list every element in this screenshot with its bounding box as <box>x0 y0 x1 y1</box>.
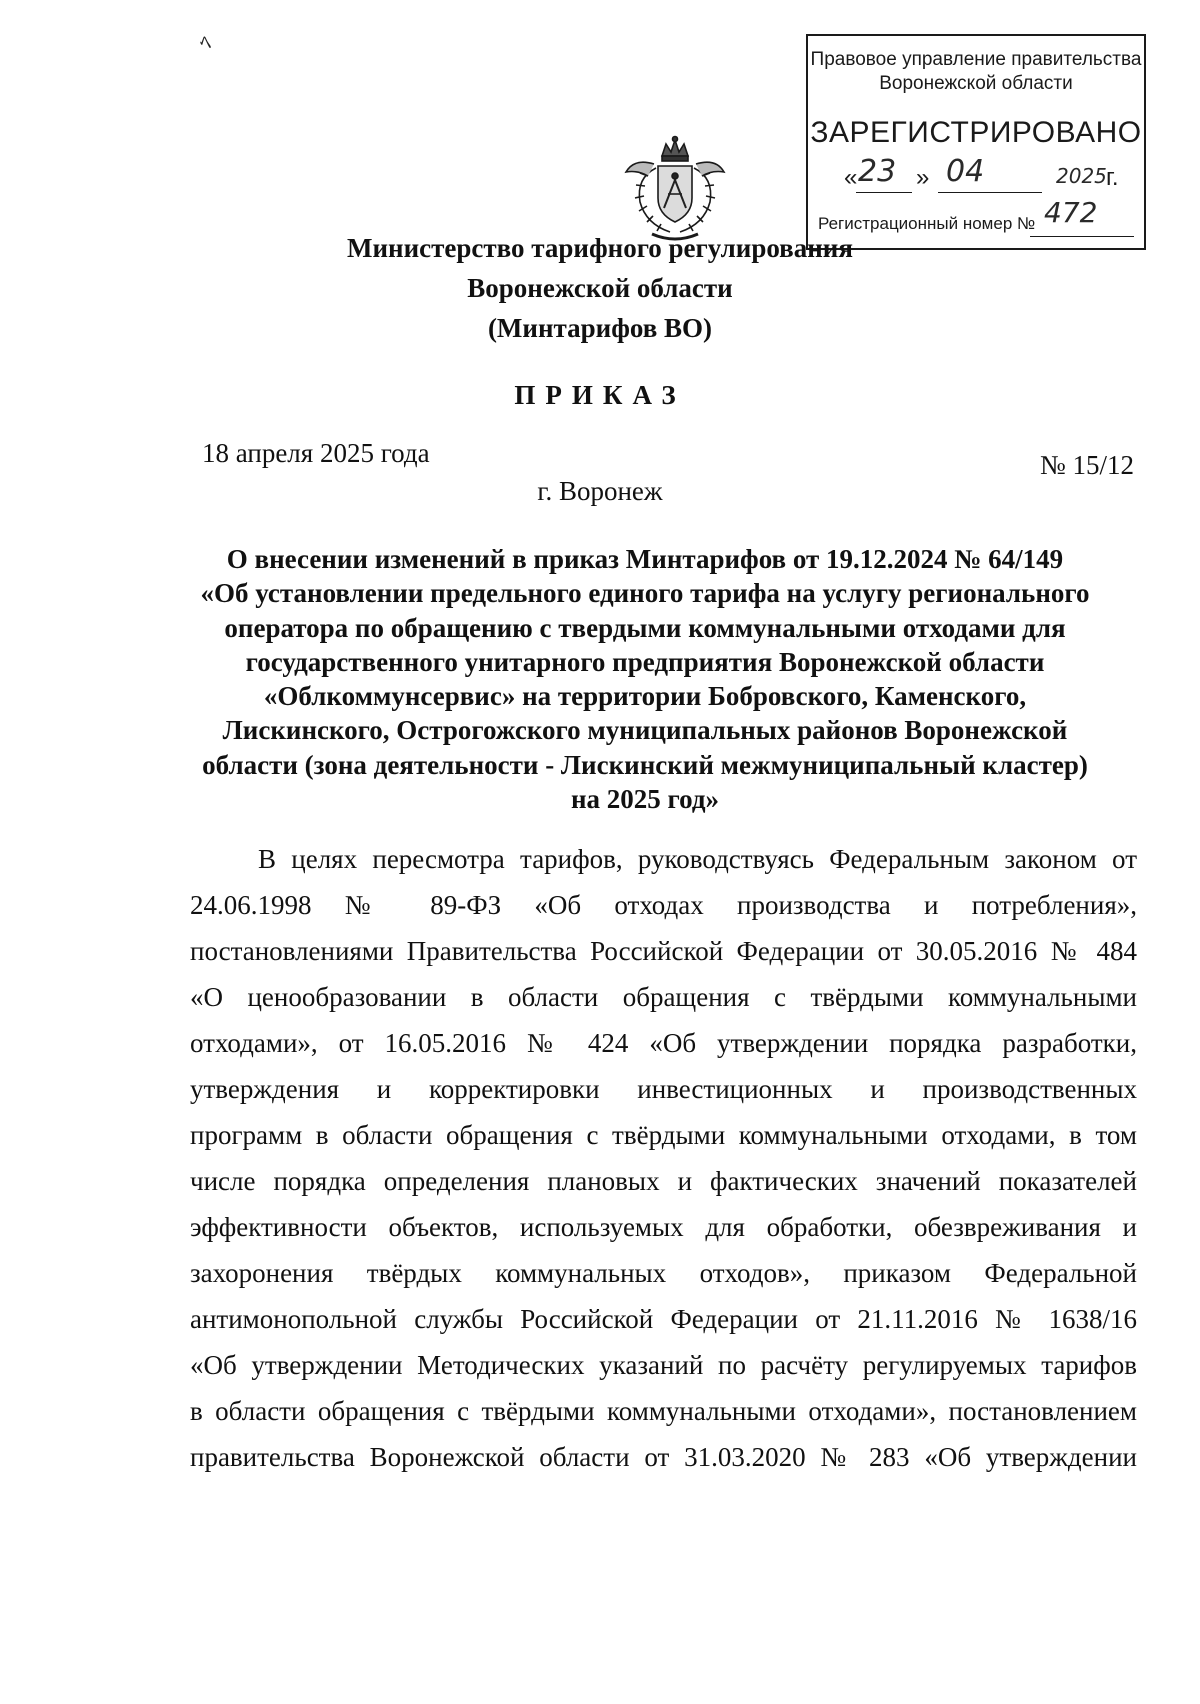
stamp-reg-number: 472 <box>1044 196 1098 229</box>
body-line: числе порядка определения плановых и фактических значений показателей <box>190 1166 1137 1196</box>
title-line: на 2025 год» <box>570 784 720 815</box>
body-line: постановлениями Правительства Российской Федерации от 30.05.2016 № 484 <box>190 936 1137 966</box>
ministry-name-line-1: Министерство тарифного регулирования <box>347 233 853 263</box>
ministry-short-name: (Минтарифов ВО) <box>487 313 713 343</box>
title-line: О внесении изменений в приказ Минтарифов от 19.12.2024 № 64/149 <box>226 544 1064 574</box>
scan-corner-mark: ﾍ <box>200 30 212 55</box>
order-number: № 15/12 <box>1039 450 1134 480</box>
body-line: отходами», от 16.05.2016 № 424 «Об утверждении порядка разработки, <box>190 1028 1137 1058</box>
stamp-date-day: 23 <box>858 154 897 189</box>
stamp-org-line-1: Правовое управление правительства <box>810 49 1142 70</box>
body-line: захоронения твёрдых коммунальных отходов», приказом Федеральной <box>190 1258 1137 1288</box>
body-line: утверждения и корректировки инвестиционных и производственных <box>190 1074 1137 1104</box>
stamp-date-close-quote: » <box>916 164 930 191</box>
stamp-registered-label: ЗАРЕГИСТРИРОВАНО <box>810 116 1142 149</box>
title-line: Лискинского, Острогожского муниципальных районов Воронежской <box>222 715 1068 746</box>
body-line: в области обращения с твёрдыми коммунальными отходами», постановлением <box>190 1396 1137 1426</box>
body-line: программ в области обращения с твёрдыми коммунальными отходами, в том <box>190 1120 1137 1150</box>
document-type-heading: ПРИКАЗ <box>514 380 686 410</box>
title-line: государственного унитарного предприятия Воронежской области <box>245 646 1045 677</box>
registration-stamp <box>806 34 1146 250</box>
order-city: г. Воронеж <box>537 476 663 506</box>
ministry-name-line-2: Воронежской области <box>467 273 733 303</box>
body-line: правительства Воронежской области от 31.03.2020 № 283 «Об утверждении <box>190 1442 1137 1472</box>
stamp-date-month: 04 <box>946 154 985 189</box>
order-title <box>150 542 1140 816</box>
body-line: 24.06.1998 № 89-ФЗ «Об отходах производства и потребления», <box>190 890 1137 920</box>
title-line: области (зона деятельности - Лискинский межмуниципальный кластер) <box>202 749 1088 780</box>
title-line: оператора по обращению с твердыми коммунальными отходами для <box>224 612 1066 643</box>
order-date: 18 апреля 2025 года <box>202 438 430 468</box>
title-line: «Об установлении предельного единого тарифа на услугу регионального <box>200 578 1090 609</box>
stamp-date-year-suffix: г. <box>1106 164 1119 191</box>
stamp-reg-number-label: Регистрационный номер № <box>818 214 1036 233</box>
stamp-org-line-2: Воронежской области <box>879 73 1073 94</box>
stamp-date-year: 2025 <box>1056 164 1107 188</box>
body-line: «О ценообразовании в области обращения с твёрдыми коммунальными <box>190 982 1137 1012</box>
body-line: «Об утверждении Методических указаний по расчёту регулируемых тарифов <box>190 1350 1137 1380</box>
title-line: «Облкоммунсервис» на территории Бобровского, Каменского, <box>263 681 1027 712</box>
stamp-date-open-quote: « <box>844 164 858 191</box>
body-line: В целях пересмотра тарифов, руководствуясь Федеральным законом от <box>258 844 1137 874</box>
body-line: антимонопольной службы Российской Федерации от 21.11.2016 № 1638/16 <box>190 1304 1137 1334</box>
body-line: эффективности объектов, используемых для обработки, обезвреживания и <box>190 1212 1137 1242</box>
